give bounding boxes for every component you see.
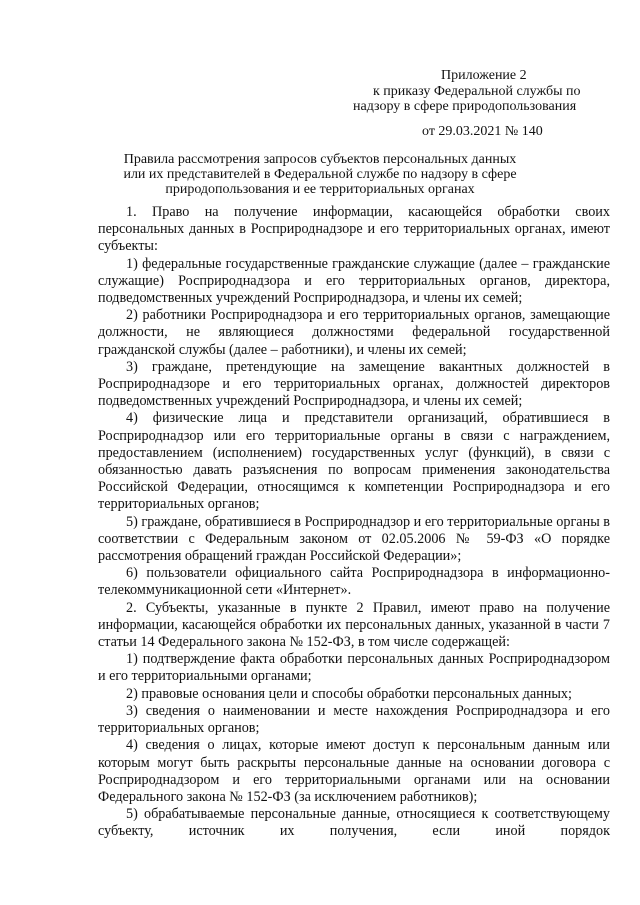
order-date: от 29.03.2021 № 140 bbox=[422, 124, 543, 139]
title-line3: природопользования и ее территориальных органах bbox=[165, 182, 475, 197]
paragraph-1: 1. Право на получение информации, касающейся обработки своих персональных данных в Росприроднадзоре и его территориальных органах, имеют субъекты: bbox=[98, 204, 610, 255]
list-item-1-5: 5) граждане, обратившиеся в Росприроднадзор и его территориальные органы в соответствии с Федеральным законом от 02.05.2006 № 59-ФЗ «О порядке рассмотрения обращений граждан Российской Федерации»; bbox=[98, 513, 610, 565]
order-reference-line2: надзору в сфере природопользования bbox=[353, 99, 577, 114]
list-item-2-3: 3) сведения о наименовании и месте нахождения Росприроднадзора и его территориальных органов; bbox=[98, 702, 610, 737]
list-item-1-2: 2) работники Росприроднадзора и его территориальных органов, замещающие должности, не являющиеся должностями федеральной государственной гражданской службы (далее – работники), и члены их семей; bbox=[98, 307, 610, 358]
list-item-1-6: 6) пользователи официального сайта Росприроднадзора в информационно-телекоммуникационной сети «Интернет». bbox=[98, 565, 610, 599]
document-body bbox=[98, 204, 610, 841]
document-title bbox=[0, 152, 640, 197]
order-reference-line1: к приказу Федеральной службы по bbox=[373, 84, 581, 99]
list-item-2-2: 2) правовые основания цели и способы обработки персональных данных; bbox=[126, 685, 572, 702]
list-item-1-3: 3) граждане, претендующие на замещение вакантных должностей в Росприроднадзоре и его территориальных органах, должностей директоров подведомственных учреждений Росприроднадзора, и члены их семей; bbox=[98, 358, 610, 410]
list-item-2-1: 1) подтверждение факта обработки персональных данных Росприроднадзором и его территориальными органами; bbox=[98, 651, 610, 685]
title-line2: или их представителей в Федеральной службе по надзору в сфере bbox=[123, 167, 517, 182]
title-line1: Правила рассмотрения запросов субъектов персональных данных bbox=[123, 152, 517, 167]
list-item-2-5: 5) обрабатываемые персональные данные, относящиеся к соответствующему субъекту, источник их получения, если иной порядок bbox=[98, 806, 610, 840]
list-item-1-1: 1) федеральные государственные гражданские служащие (далее – гражданские служащие) Росприроднадзора и его территориальных органов, директора, подведомственных учреждений Росприроднадзора, и члены их семей; bbox=[98, 255, 610, 307]
paragraph-2: 2. Субъекты, указанные в пункте 2 Правил, имеют право на получение информации, касающейся обработки их персональных данных, указанной в части 7 статьи 14 Федерального закона № 152-ФЗ, в том числе содержащей: bbox=[98, 599, 610, 651]
list-item-1-4: 4) физические лица и представители организаций, обратившиеся в Росприроднадзор или его территориальные органы в связи с награждением, предоставлением (исполнением) государственных услуг (функций), в связи с обязанностью давать разъяснения по вопросам применения законодательства Российской Федерации, относящимся к компетенции Росприроднадзора и его территориальных органов; bbox=[98, 410, 610, 513]
appendix-label: Приложение 2 bbox=[441, 68, 527, 83]
list-item-2-4: 4) сведения о лицах, которые имеют доступ к персональным данным или которым могут быть раскрыты персональные данные на основании договора с Росприроднадзором и его территориальными органами или на основании Федерального закона № 152-ФЗ (за исключением работников); bbox=[98, 737, 610, 805]
